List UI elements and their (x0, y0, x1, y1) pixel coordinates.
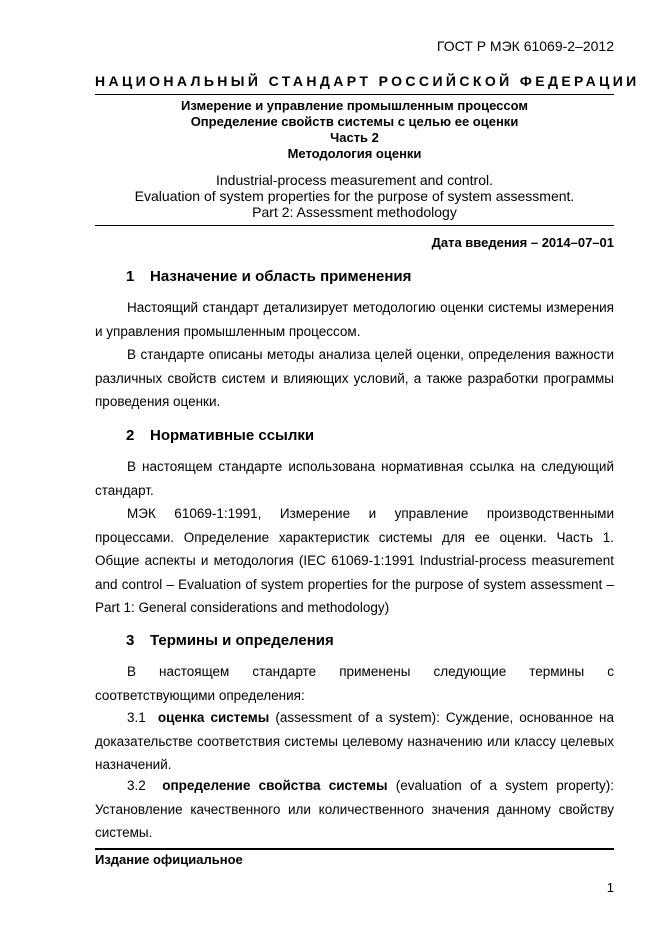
section-2-paragraph-1: В настоящем стандарте использована нормативная ссылка на следующий стандарт. (95, 459, 614, 498)
term-3-1 (95, 706, 614, 777)
section-1-paragraph-2: В стандарте описаны методы анализа целей оценки, определения важности различных свойств систем и влияющих условий, а также разработки программы проведения оценки. (95, 347, 614, 409)
section-3-number: 3 (126, 632, 135, 649)
top-divider (95, 94, 614, 95)
section-2-title: Нормативные ссылки (150, 427, 315, 444)
title-en-line2: Evaluation of system properties for the purpose of system assessment. (134, 188, 575, 204)
title-en-line3: Part 2: Assessment methodology (252, 204, 457, 220)
title-en (95, 172, 614, 220)
term-3-1-number: 3.1 (127, 710, 146, 725)
title-ru (95, 98, 614, 162)
section-1-heading (126, 268, 411, 285)
section-3-title: Термины и определения (150, 632, 334, 649)
section-1-paragraph-1: Настоящий стандарт детализирует методологию оценки системы измерения и управления промышленным процессом. (95, 300, 614, 339)
term-3-2-number: 3.2 (127, 778, 146, 793)
section-2-heading (126, 427, 314, 444)
title-ru-line2: Определение свойств системы с целью ее оценки (190, 114, 519, 129)
section-3-heading (126, 632, 334, 649)
footer-divider (95, 848, 614, 850)
section-1-title: Назначение и область применения (150, 268, 412, 285)
term-3-1-definition: (assessment of a system): Суждение, основанное на доказательстве соответствия системы целевому назначению или классу целевых назначений. (95, 710, 614, 772)
title-en-line1: Industrial-process measurement and control. (215, 172, 494, 188)
title-ru-line4: Методология оценки (287, 146, 422, 161)
official-edition: Издание официальное (95, 852, 243, 867)
title-ru-line1: Измерение и управление промышленным процессом (181, 98, 528, 113)
section-2-number: 2 (126, 427, 135, 444)
page-number: 1 (606, 880, 614, 895)
gost-code: ГОСТ Р МЭК 61069-2–2012 (436, 38, 614, 54)
section-1-number: 1 (126, 268, 135, 285)
section-3-paragraph-1: В настоящем стандарте применены следующие термины с соответствующими определения: (95, 664, 614, 703)
term-3-2 (95, 774, 614, 845)
introduction-date: Дата введения – 2014–07–01 (431, 235, 614, 250)
title-ru-line3: Часть 2 (330, 130, 379, 145)
term-3-2-term: определение свойства системы (162, 778, 388, 793)
national-standard-heading: НАЦИОНАЛЬНЫЙ СТАНДАРТ РОССИЙСКОЙ ФЕДЕРАЦИИ (95, 73, 640, 89)
title-divider (95, 225, 614, 226)
section-2-paragraph-2: МЭК 61069-1:1991, Измерение и управление производственными процессами. Определение характеристик системы для ее оценки. Часть 1. Общие аспекты и методология (IEC 61069-1:1991 Industrial-process measurement and control – Evaluation of system properties for the purpose of system assessment – Part 1: General considerations and methodology) (95, 506, 614, 615)
term-3-1-term: оценка системы (157, 710, 270, 725)
term-3-2-definition: (evaluation of a system property): Установление качественного или количественного значения данному свойству системы. (95, 778, 614, 840)
